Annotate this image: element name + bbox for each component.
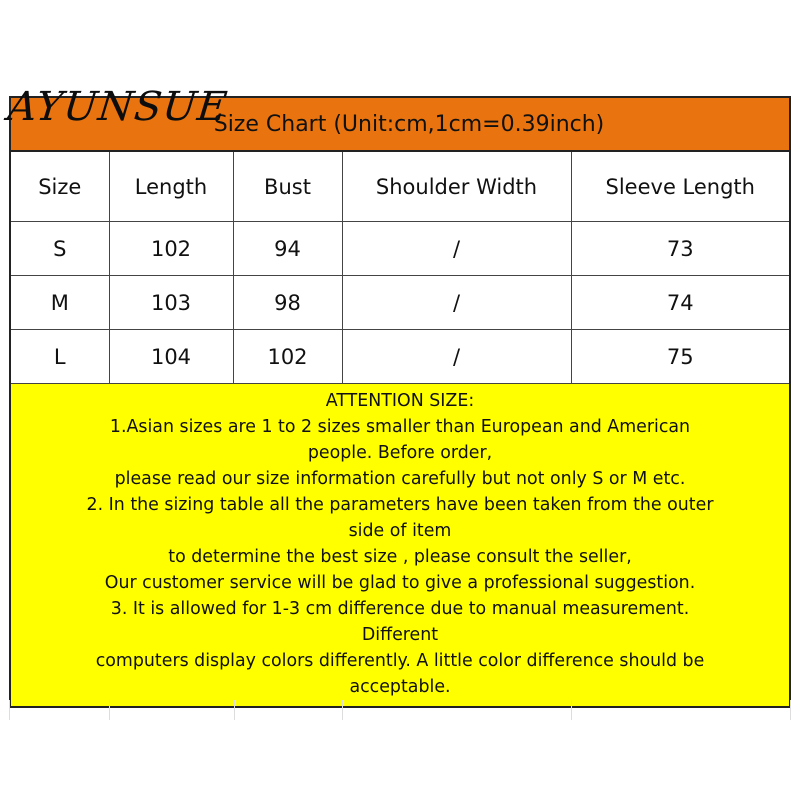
notes-line: please read our size information carefully but not only S or M etc. [114,469,686,489]
size-chart [9,96,791,708]
notes-line: people. Before order, [307,443,493,463]
cell-shoulder-width: / [342,276,571,330]
cell-sleeve-length: 75 [571,330,789,384]
cell-size: M [11,276,109,330]
header-shoulder-width: Shoulder Width [342,152,571,222]
header-sleeve-length: Sleeve Length [571,152,789,222]
header-length: Length [109,152,233,222]
cell-bust: 98 [233,276,342,330]
cell-bust: 102 [233,330,342,384]
cell-length: 104 [109,330,233,384]
cell-shoulder-width: / [342,330,571,384]
notes-line: Different [361,625,439,645]
notes-line: to determine the best size , please consult the seller, [168,547,632,567]
notes-line: 1.Asian sizes are 1 to 2 sizes smaller than European and American [109,417,691,437]
brand-logo: AYUNSUE [5,84,231,130]
size-chart-title: Size Chart (Unit:cm,1cm=0.39inch) [11,98,789,152]
faint-grid-lines [0,700,800,800]
cell-bust: 94 [233,222,342,276]
notes-line: ATTENTION SIZE: [325,391,475,411]
cell-shoulder-width: / [342,222,571,276]
cell-size: L [11,330,109,384]
notes-line: acceptable. [349,677,451,697]
table-row [11,222,789,276]
header-bust: Bust [233,152,342,222]
notes-line: 3. It is allowed for 1-3 cm difference due to manual measurement. [110,599,690,619]
table-header-row [11,152,789,222]
table-row [11,276,789,330]
notes-line: side of item [348,521,452,541]
notes-line: Our customer service will be glad to give a professional suggestion. [104,573,696,593]
cell-sleeve-length: 73 [571,222,789,276]
cell-length: 103 [109,276,233,330]
cell-length: 102 [109,222,233,276]
table-row [11,330,789,384]
notes-line: computers display colors differently. A little color difference should be [95,651,705,671]
attention-notes [11,384,789,706]
size-table [11,152,789,384]
cell-sleeve-length: 74 [571,276,789,330]
header-size: Size [11,152,109,222]
cell-size: S [11,222,109,276]
notes-line: 2. In the sizing table all the parameters have been taken from the outer [86,495,714,515]
